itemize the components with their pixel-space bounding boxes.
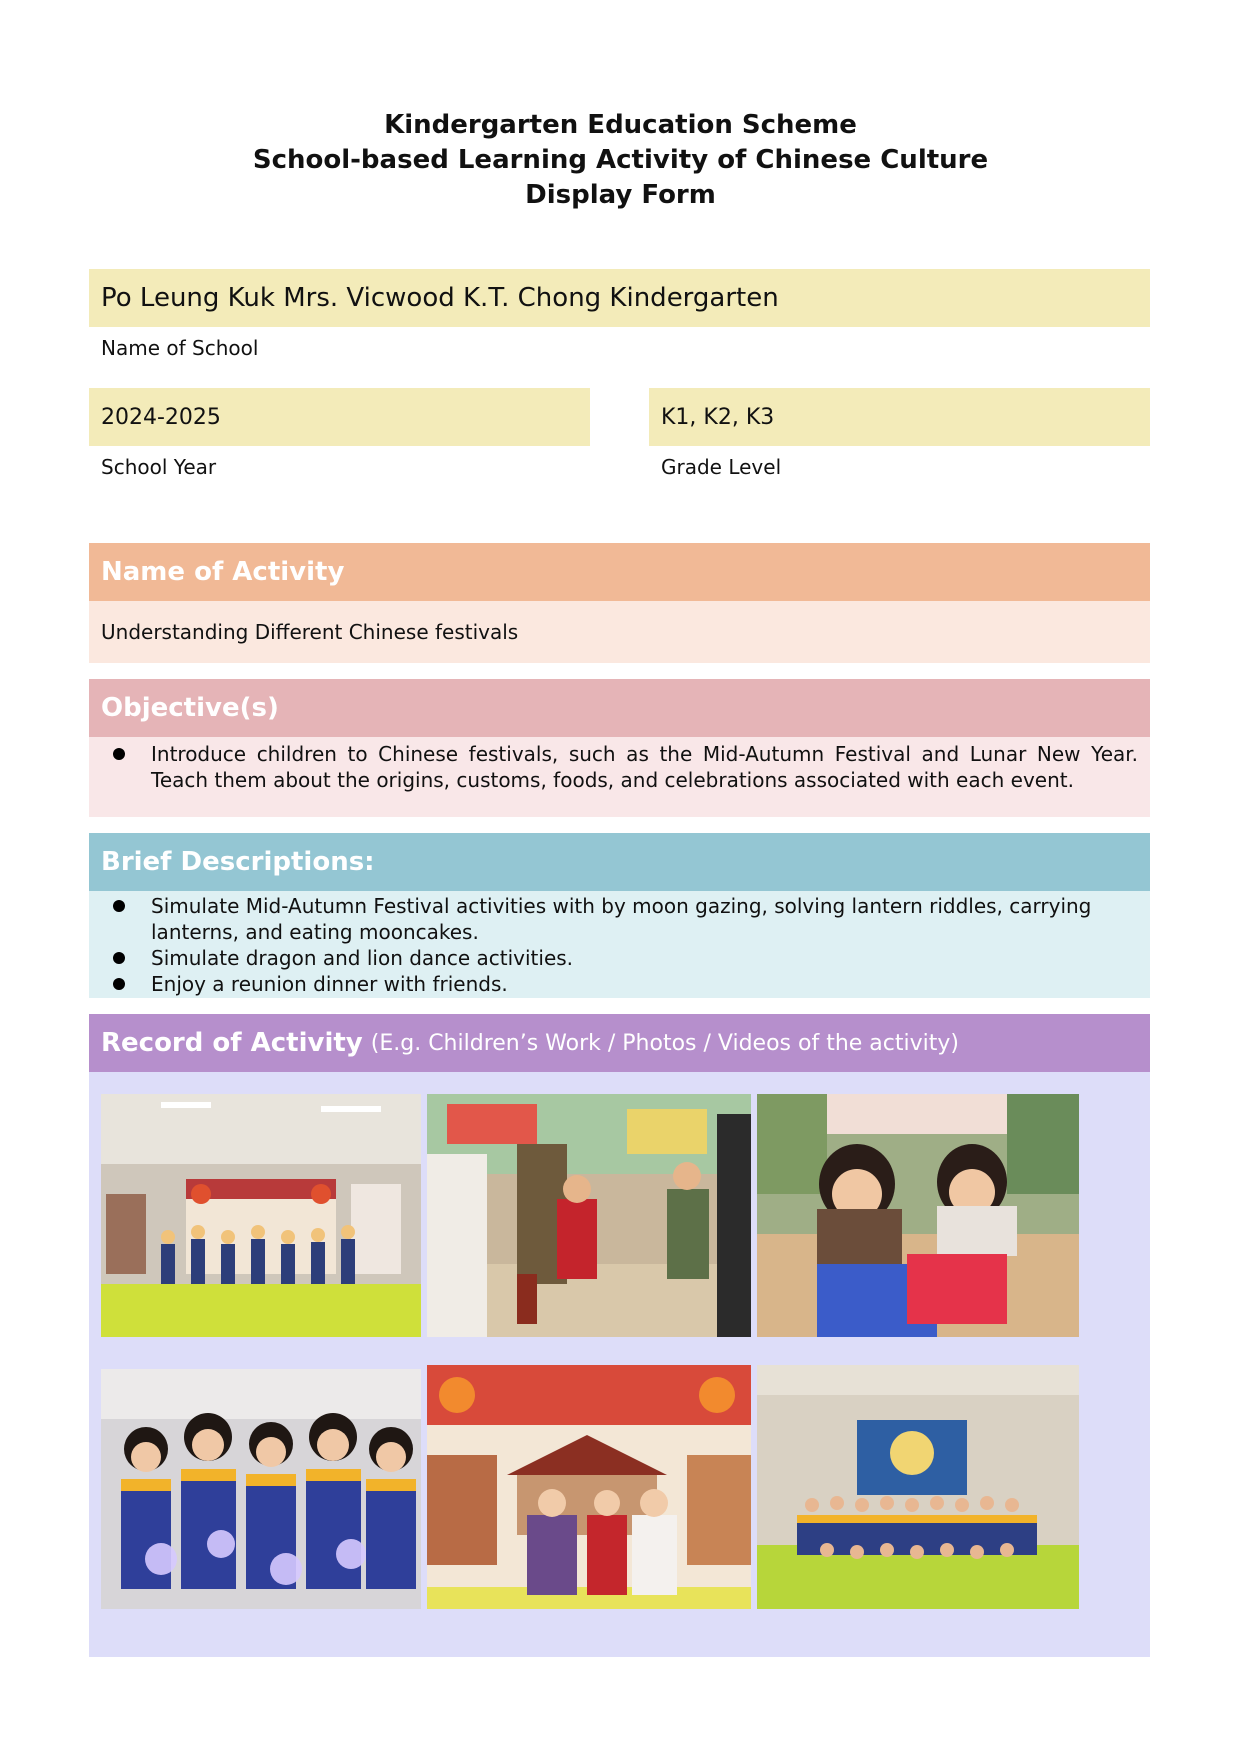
objectives-body <box>89 737 1150 817</box>
brief-body <box>89 891 1150 998</box>
bullet-icon <box>113 748 125 760</box>
activity-value: Understanding Different Chinese festivals <box>89 601 1150 663</box>
record-heading-title: Record of Activity <box>101 1028 363 1058</box>
title-line-3: Display Form <box>525 180 716 210</box>
title-line-2: School-based Learning Activity of Chinese Culture <box>252 145 989 175</box>
grade-level-caption: Grade Level <box>661 455 782 479</box>
record-heading <box>89 1014 1150 1072</box>
school-year-field: 2024-2025 <box>89 388 590 446</box>
list-item <box>101 893 1138 945</box>
activity-heading: Name of Activity <box>89 543 1150 601</box>
list-item <box>101 741 1138 793</box>
brief-list <box>101 893 1138 997</box>
objectives-heading: Objective(s) <box>89 679 1150 737</box>
activity-photo-2 <box>427 1094 751 1337</box>
school-year-caption: School Year <box>101 455 217 479</box>
grade-level-field: K1, K2, K3 <box>649 388 1150 446</box>
activity-photo-4 <box>101 1369 421 1609</box>
title-line-1: Kindergarten Education Scheme <box>384 110 857 140</box>
brief-text: Enjoy a reunion dinner with friends. <box>151 972 508 996</box>
objectives-list <box>101 741 1138 793</box>
brief-text: Simulate Mid-Autumn Festival activities with by moon gazing, solving lantern riddles, carrying lanterns, and eating mooncakes. <box>151 894 1092 944</box>
activity-photo-5 <box>427 1365 751 1609</box>
bullet-icon <box>113 900 125 912</box>
objective-text: Introduce children to Chinese festivals, such as the Mid-Autumn Festival and Lunar New Year. Teach them about the origins, customs, foods, and celebrations associated with each event. <box>151 742 1138 792</box>
activity-photo-6 <box>757 1365 1079 1609</box>
activity-photo-3 <box>757 1094 1079 1337</box>
activity-photo-1 <box>101 1094 421 1337</box>
school-name-caption: Name of School <box>101 336 259 360</box>
bullet-icon <box>113 952 125 964</box>
list-item <box>101 971 1138 997</box>
record-heading-subtitle: (E.g. Children’s Work / Photos / Videos of the activity) <box>370 1030 959 1056</box>
brief-text: Simulate dragon and lion dance activities. <box>151 946 574 970</box>
school-name-field: Po Leung Kuk Mrs. Vicwood K.T. Chong Kindergarten <box>89 269 1150 327</box>
bullet-icon <box>113 978 125 990</box>
list-item <box>101 945 1138 971</box>
page-title <box>0 108 1241 213</box>
brief-heading: Brief Descriptions: <box>89 833 1150 891</box>
